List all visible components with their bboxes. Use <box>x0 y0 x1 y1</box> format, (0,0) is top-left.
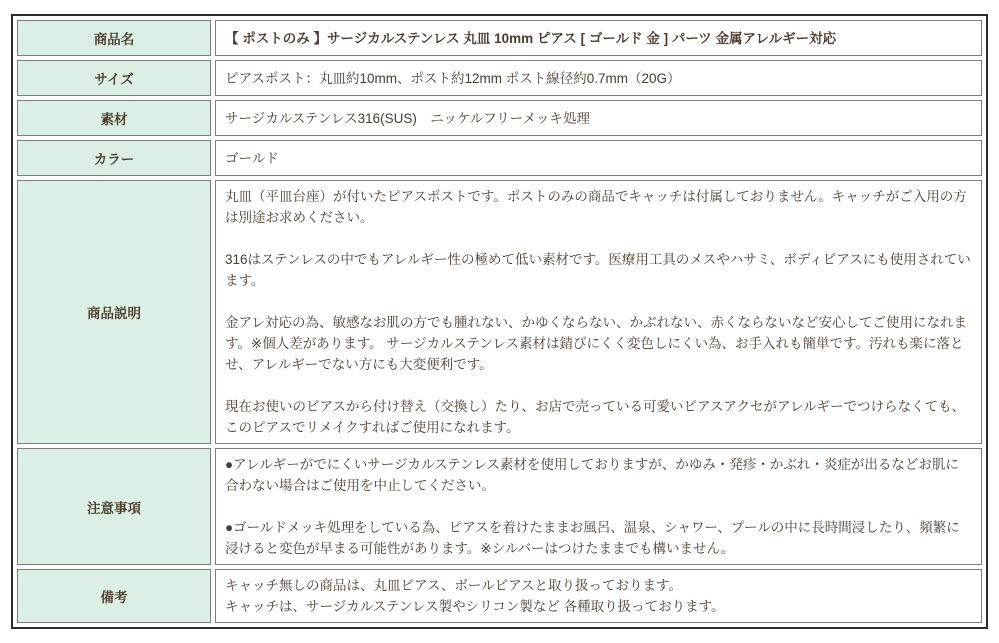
row-label-cautions: 注意事項 <box>17 448 211 565</box>
row-value-cautions <box>215 448 982 565</box>
row-label-material: 素材 <box>17 100 211 136</box>
description-paragraph: 現在お使いのピアスから付け替え（交換し）たり、お店で売っている可愛いピアスアクセがアレルギーでつけらなくても、このピアスでリメイクすればご使用になれます。 <box>225 399 966 435</box>
product-spec-table <box>11 14 988 629</box>
row-label-product-name: 商品名 <box>17 20 211 56</box>
caution-paragraph: ●ゴールドメッキ処理をしている為、ピアスを着けたままお風呂、温泉、シャワー、プールの中に長時間浸したり、頻繁に浸けると変色が早まる可能性があります。※シルバーはつけたままでも構いません。 <box>225 520 960 556</box>
row-value-product-name: 【 ポストのみ 】サージカルステンレス 丸皿 10mm ピアス [ ゴールド 金 ] パーツ 金属アレルギー対応 <box>215 20 982 56</box>
row-value-description <box>215 180 982 444</box>
row-label-description: 商品説明 <box>17 180 211 444</box>
table-row-size <box>17 60 982 96</box>
table-row-color <box>17 140 982 176</box>
row-value-remarks <box>215 569 982 623</box>
row-value-color: ゴールド <box>215 140 982 176</box>
remarks-line: キャッチ無しの商品は、丸皿ピアス、ボールピアスと取り扱っております。 <box>225 578 682 593</box>
description-paragraph: 金アレ対応の為、敏感なお肌の方でも腫れない、かゆくならない、かぶれない、赤くならないなど安心してご使用になれます。※個人差があります。 サージカルステンレス素材は錆びにくく変色しにくい為、お手入れも簡単です。汚れも楽に落とせ、アレルギーでない方にも大変便利です。 <box>225 315 967 372</box>
description-paragraph: 316はステンレスの中でもアレルギー性の極めて低い素材です。医療用工具のメスやハサミ、ボディピアスにも使用されています。 <box>225 252 971 288</box>
row-value-material: サージカルステンレス316(SUS) ニッケルフリーメッキ処理 <box>215 100 982 136</box>
row-label-remarks: 備考 <box>17 569 211 623</box>
table-row-product-name <box>17 20 982 56</box>
table-row-remarks <box>17 569 982 623</box>
caution-paragraph: ●アレルギーがでにくいサージカルステンレス素材を使用しておりますが、かゆみ・発疹・かぶれ・炎症が出るなどお肌に合わない場合はご使用を中止してください。 <box>225 457 959 493</box>
remarks-line: キャッチは、サージカルステンレス製やシリコン製など 各種取り扱っております。 <box>225 599 725 614</box>
row-value-size: ピアスポスト：丸皿約10mm、ポスト約12mm ポスト線径約0.7mm（20G） <box>215 60 982 96</box>
table-row-description <box>17 180 982 444</box>
table-row-cautions <box>17 448 982 565</box>
table-row-material <box>17 100 982 136</box>
description-paragraph: 丸皿（平皿台座）が付いたピアスポストです。ポストのみの商品でキャッチは付属しておりません。キャッチがご入用の方は別途お求めください。 <box>225 189 967 225</box>
row-label-color: カラー <box>17 140 211 176</box>
row-label-size: サイズ <box>17 60 211 96</box>
